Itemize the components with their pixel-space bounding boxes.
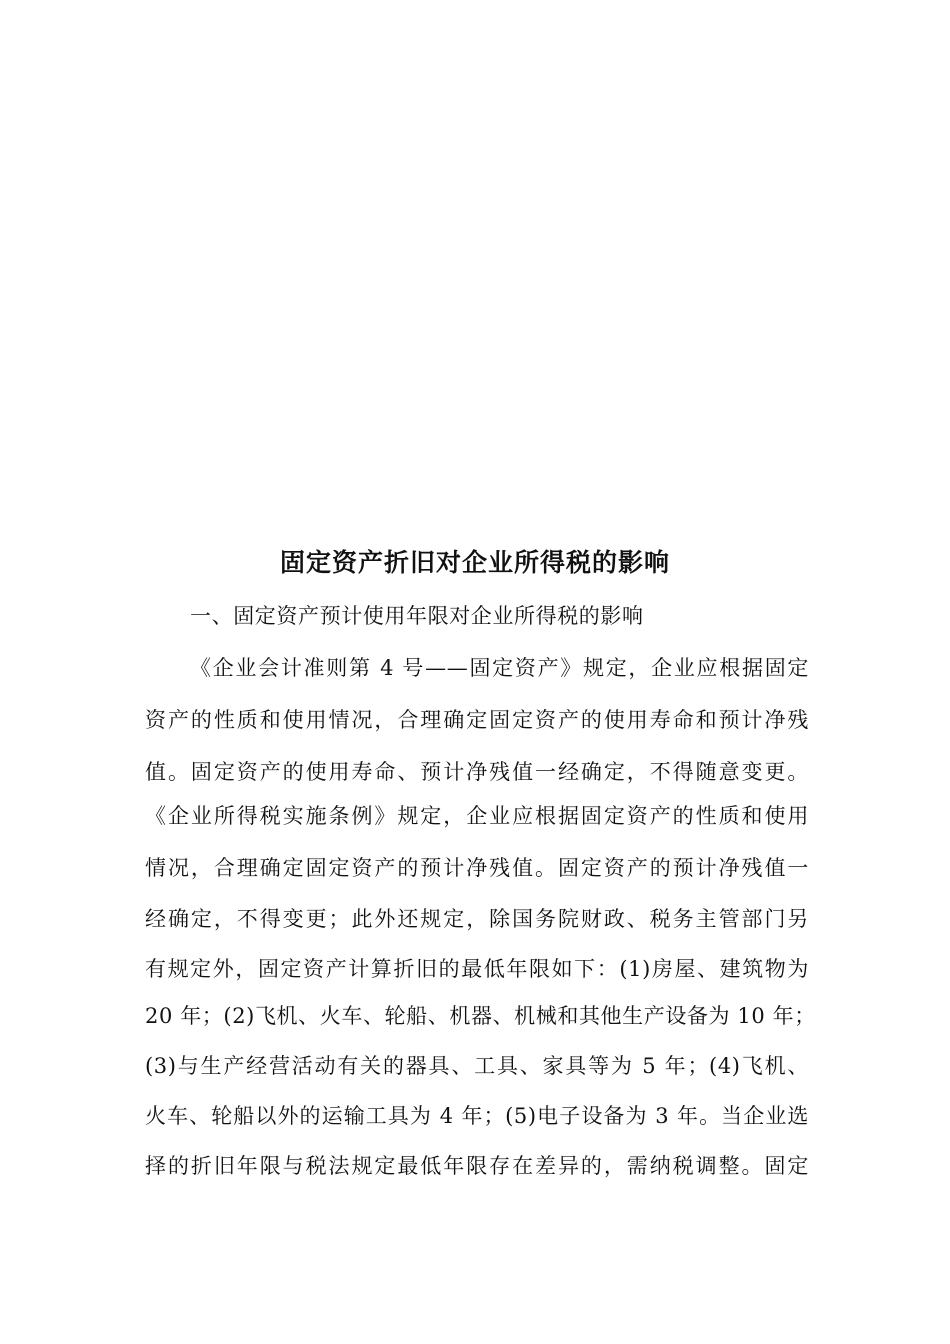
paragraph-line: 20 年；(2)飞机、火车、轮船、机器、机械和其他生产设备为 10 年； <box>145 1004 816 1028</box>
paragraph-line: 有规定外，固定资产计算折旧的最低年限如下：(1)房屋、建筑物为 <box>145 957 809 981</box>
paragraph-line: 经确定，不得变更；此外还规定，除国务院财政、税务主管部门另 <box>145 907 809 931</box>
paragraph-line: 《企业所得税实施条例》规定，企业应根据固定资产的性质和使用 <box>145 804 809 828</box>
paragraph-line: 资产的性质和使用情况，合理确定固定资产的使用寿命和预计净残 <box>145 708 809 732</box>
document-title: 固定资产折旧对企业所得税的影响 <box>279 548 670 577</box>
section-heading: 一、固定资产预计使用年限对企业所得税的影响 <box>190 604 644 628</box>
paragraph-line: 《企业会计准则第 4 号——固定资产》规定，企业应根据固定 <box>190 656 809 680</box>
paragraph-line: (3)与生产经营活动有关的器具、工具、家具等为 5 年；(4)飞机、 <box>145 1054 809 1078</box>
paragraph-line: 值。固定资产的使用寿命、预计净残值一经确定，不得随意变更。 <box>145 760 809 784</box>
paragraph-line: 情况，合理确定固定资产的预计净残值。固定资产的预计净残值一 <box>145 856 809 880</box>
paragraph-line: 择的折旧年限与税法规定最低年限存在差异的，需纳税调整。固定 <box>145 1154 809 1178</box>
paragraph-line: 火车、轮船以外的运输工具为 4 年；(5)电子设备为 3 年。当企业选 <box>145 1104 809 1128</box>
